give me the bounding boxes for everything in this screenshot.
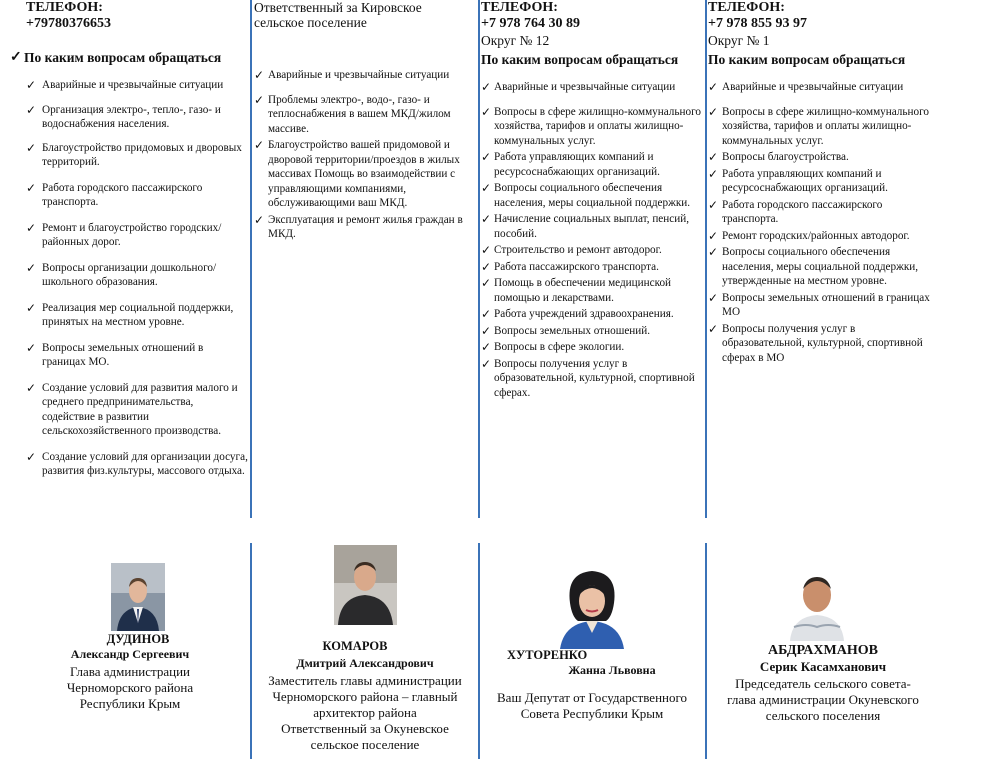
checkmark-icon: ✓ [708, 245, 719, 259]
checkmark-icon: ✓ [481, 276, 492, 290]
checkmark-icon: ✓ [708, 228, 719, 243]
column-divider-1 [250, 0, 252, 518]
list-item: ✓ Вопросы организации дошкольного/ школьного образования. [26, 260, 217, 288]
checkmark-icon: ✓ [708, 290, 719, 305]
column-4 [708, 0, 938, 365]
column-divider-3 [705, 0, 707, 518]
checkmark-icon: ✓ [481, 307, 492, 321]
list-item: ✓ Организация электро-, тепло-, газо- и водоснабжения населения. [26, 102, 221, 130]
questions-title: По каким вопросам обращаться [708, 52, 906, 67]
checkmark-icon: ✓ [26, 300, 37, 315]
person-given-name: Александр Сергеевич [70, 647, 190, 661]
checkmark-icon: ✓ [481, 150, 492, 164]
checkmark-icon: ✓ [708, 166, 719, 181]
portrait-photo-khutorenko [556, 563, 628, 649]
phone-number: +79780376653 [26, 16, 111, 31]
checkmark-icon: ✓ [708, 197, 719, 212]
list-item: ✓ Ремонт и благоустройство городских/ районных дорог. [26, 220, 222, 248]
list-item: ✓ Работа городского пассажирского транспорта. [26, 180, 203, 208]
list-item: ✓ Аварийные и чрезвычайные ситуации [26, 78, 224, 92]
checkmark-icon: ✓ [481, 80, 492, 94]
list-item: ✓ Вопросы земельных отношений. [481, 323, 651, 338]
list-item: ✓ Проблемы электро-, водо-, газо- и теплоснабжения в вашем МКД/жилом массиве. [254, 92, 451, 135]
person-role-line: сельское поселение [310, 737, 420, 752]
list-item: ✓ Ремонт городских/районных автодорог. [708, 228, 910, 243]
checkmark-icon: ✓ [254, 138, 265, 152]
list-item: ✓ Вопросы земельных отношений в границах МО [708, 290, 930, 318]
checkmark-icon: ✓ [254, 68, 265, 82]
person-card-abdrakhmanov [708, 642, 938, 724]
checkmark-icon: ✓ [481, 323, 492, 338]
checkmark-icon: ✓ [481, 356, 492, 371]
list-item: ✓ Вопросы социального обеспечения населения, меры социальной поддержки, утвержденные на местном уровне. [708, 245, 919, 287]
person-surname: КОМАРОВ [322, 639, 388, 653]
column-divider-6 [705, 543, 707, 759]
checkmark-icon: ✓ [481, 181, 492, 195]
list-item: ✓ Вопросы получения услуг в образовательной, культурной, спортивной сферах в МО [708, 321, 923, 364]
list-item: ✓ Начисление социальных выплат, пенсий, пособий. [481, 212, 689, 240]
list-item: ✓ Вопросы в сфере жилищно-коммунального хозяйства, тарифов и оплаты жилищно-коммунальных услуг. [708, 104, 929, 147]
person-role-line: Глава администрации [69, 664, 190, 679]
person-role-line: Председатель сельского совета- [735, 676, 911, 691]
checkmark-icon: ✓ [254, 92, 265, 107]
person-surname: ДУДИНОВ [106, 632, 170, 646]
phone-label: ТЕЛЕФОН: [708, 0, 785, 15]
checkmark-icon: ✓ [481, 212, 492, 226]
checkmark-icon: ✓ [26, 102, 37, 117]
list-item: ✓ Создание условий для организации досуга, развития физ.культуры, массового отдыха. [26, 449, 248, 477]
phone-number: +7 978 855 93 97 [708, 16, 807, 31]
list-item: ✓ Создание условий для развития малого и среднего предпринимательства, содействие в развитии сельскохозяйственного производства. [26, 380, 238, 437]
checkmark-icon: ✓ [708, 80, 719, 94]
person-role-line: Ваш Депутат от Государственного [497, 690, 687, 705]
list-item: ✓ Эксплуатация и ремонт жилья граждан в МКД. [254, 212, 463, 240]
district-label: Округ № 12 [481, 33, 550, 48]
district-label: Округ № 1 [708, 33, 770, 48]
questions-list [254, 68, 476, 242]
checkmark-icon: ✓ [481, 243, 492, 257]
list-item: ✓ Вопросы социального обеспечения населения, меры социальной поддержки. [481, 181, 691, 209]
person-role-line: Черноморского района – главный [272, 689, 458, 704]
column-1 [10, 0, 248, 479]
list-item: ✓ Работа пассажирского транспорта. [481, 259, 659, 274]
list-item: ✓ Работа управляющих компаний и ресурсоснабжающих организаций. [481, 150, 660, 178]
responsibility-line: Ответственный за Кировское [254, 0, 422, 15]
phone-label: ТЕЛЕФОН: [26, 0, 103, 15]
list-item: ✓ Благоустройство придомовых и дворовых территорий. [26, 140, 242, 168]
checkmark-icon: ✓ [708, 104, 719, 119]
checkmark-icon: ✓ [481, 259, 492, 274]
list-item: ✓ Помощь в обеспечении медицинской помощью и лекарствами. [481, 276, 672, 304]
questions-title: По каким вопросам обращаться [481, 52, 679, 67]
person-given-name: Дмитрий Александрович [296, 656, 434, 670]
list-item: ✓ Аварийные и чрезвычайные ситуации [708, 80, 904, 94]
checkmark-icon: ✓ [26, 449, 37, 464]
list-item: ✓ Реализация мер социальной поддержки, принятых на местном уровне. [26, 300, 234, 328]
person-role-line: сельского поселения [765, 708, 881, 723]
person-card-komarov [254, 639, 476, 753]
phone-label: ТЕЛЕФОН: [481, 0, 558, 15]
checkmark-icon: ✓ [254, 212, 265, 227]
column-3 [481, 0, 703, 400]
checkmark-icon: ✓ [708, 321, 719, 336]
portrait-photo-komarov [334, 545, 397, 625]
list-item: ✓ Вопросы в сфере экологии. [481, 340, 625, 354]
person-role-line: архитектор района [313, 705, 417, 720]
checkmark-icon: ✓ [26, 140, 37, 155]
list-item: ✓ Работа учреждений здравоохранения. [481, 307, 674, 321]
checkmark-icon: ✓ [26, 340, 37, 355]
person-given-name: Серик Касамханович [759, 659, 887, 674]
portrait-photo-abdrakhmanov [786, 561, 848, 641]
list-item: ✓ Работа городского пассажирского транспорта. [708, 197, 883, 225]
person-surname: ХУТОРЕНКО [507, 648, 588, 662]
list-item: ✓ Вопросы благоустройства. [708, 150, 849, 164]
person-given-name: Жанна Львовна [568, 663, 656, 677]
checkmark-icon: ✓ [26, 260, 37, 275]
questions-title: ✓ По каким вопросам обращаться [10, 50, 222, 65]
person-role-line: Заместитель главы администрации [268, 673, 462, 688]
list-item: ✓ Благоустройство вашей придомовой и дворовой территории/проездов в жилых массивах Помощь во взаимодействии с управляющими компаниями, обслуживающими ваш МКД. [254, 138, 460, 209]
person-card-dudinov [20, 632, 240, 712]
list-item: ✓ Строительство и ремонт автодорог. [481, 243, 662, 257]
person-surname: АБДРАХМАНОВ [768, 643, 878, 658]
list-item: ✓ Работа управляющих компаний и ресурсоснабжающих организаций. [708, 166, 888, 194]
person-role-line: Черноморского района [66, 680, 194, 695]
column-divider-2 [478, 0, 480, 518]
column-2 [254, 0, 476, 242]
checkmark-icon: ✓ [26, 180, 37, 195]
person-role-line: Ответственный за Окуневское [281, 721, 449, 736]
checkmark-icon: ✓ [26, 220, 37, 235]
person-role-line: глава администрации Окуневского [727, 692, 919, 707]
list-item: ✓ Вопросы в сфере жилищно-коммунального хозяйства, тарифов и оплаты жилищно-коммунальных услуг. [481, 104, 701, 147]
person-role-line: Республики Крым [79, 696, 181, 711]
responsibility-line: сельское поселение [254, 15, 367, 30]
phone-number: +7 978 764 30 89 [481, 16, 580, 31]
checkmark-icon: ✓ [10, 50, 22, 65]
questions-list [708, 80, 938, 365]
questions-list [481, 80, 703, 400]
list-item: ✓ Вопросы получения услуг в образовательной, культурной, спортивной сферах. [481, 356, 695, 399]
list-item: ✓ Аварийные и чрезвычайные ситуации [254, 68, 450, 82]
person-role-line: Совета Республики Крым [520, 706, 664, 721]
person-card-khutorenko [481, 648, 703, 722]
checkmark-icon: ✓ [481, 340, 492, 354]
checkmark-icon: ✓ [481, 104, 492, 119]
column-divider-5 [478, 543, 480, 759]
list-item: ✓ Аварийные и чрезвычайные ситуации [481, 80, 676, 94]
questions-list [10, 78, 248, 479]
portrait-photo-dudinov [111, 563, 165, 631]
checkmark-icon: ✓ [26, 380, 37, 395]
checkmark-icon: ✓ [26, 78, 37, 92]
checkmark-icon: ✓ [708, 150, 719, 164]
list-item: ✓ Вопросы земельных отношений в границах МО. [26, 340, 204, 368]
